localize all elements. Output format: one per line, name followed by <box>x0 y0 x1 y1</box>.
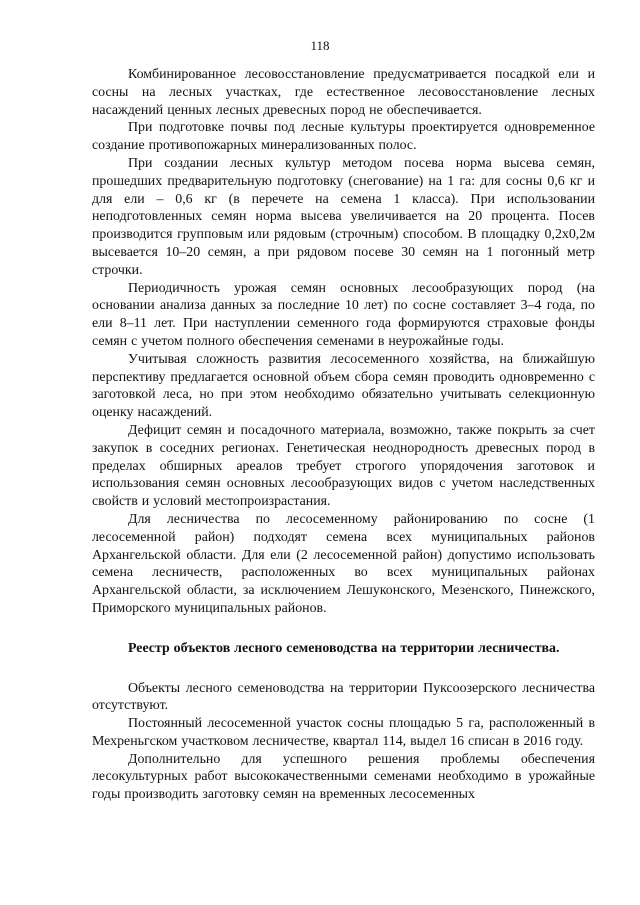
paragraph-seeding-rate: При создании лесных культур методом посева норма высева семян, прошедших предварительную подготовку (снегование) на 1 га: для сосны 0,6 кг и для ели – 0,6 кг (в перечете на семена 1 класса). При использовании неподготовленных семян норма высева увеличивается на 20 процента. Посев производится групповым или рядовым (строчным) способом. В площадку 0,2х0,2м высевается 10–20 семян, а при рядовом посеве 30 семян на 1 погонный метр строчки. <box>92 155 595 278</box>
section-heading: Реестр объектов лесного семеноводства на территории лесничества. <box>128 640 560 656</box>
paragraph-seed-plot: Постоянный лесосеменной участок сосны площадью 5 га, расположенный в Мехреньгском участковом лесничестве, квартал 114, выдел 16 списан в 2016 году. <box>92 716 595 749</box>
paragraph-harvest-periodicity: Периодичность урожая семян основных лесообразующих пород (на основании анализа данных за последние 10 лет) по сосне составляет 3–4 года, по ели 8–11 лет. При наступлении семенного года формируются страховые фонды семян с учетом полного обеспечения семенами в неурожайные годы. <box>92 280 595 349</box>
paragraph-seed-deficit: Дефицит семян и посадочного материала, возможно, также покрыть за счет закупок в соседних регионах. Генетическая неоднородность древесных пород в пределах обширных ареалов требует строгого упорядочения заготовок и использования семян основных лесообразующих видов с учетом наследственных свойств и условий местопроизрастания. <box>92 422 595 510</box>
paragraph-no-objects: Объекты лесного семеноводства на территории Пуксоозерского лесничества отсутствуют. <box>92 680 595 714</box>
paragraph-combined-reforestation: Комбинированное лесовосстановление предусматривается посадкой ели и сосны на лесных участках, где естественное лесовосстановление лесных насаждений ценных лесных древесных пород не обеспечивается. <box>92 67 595 118</box>
paragraph-additional-harvest: Дополнительно для успешного решения проблемы обеспечения лесокультурных работ высококачественными семенами необходимо в урожайные годы производить заготовку семян на временных лесосеменных <box>92 751 595 803</box>
paragraph-seed-zoning: Для лесничества по лесосеменному районированию по сосне (1 лесосеменной район) подходят семена всех муниципальных районов Архангельской области. Для ели (2 лесосеменной район) допустимо использовать семена лесничеств, расположенных во всех муниципальных районах Архангельской области, за исключением Лешуконского, Мезенского, Пинежского, Приморского муниципальных районов. <box>92 511 595 616</box>
document-body <box>92 66 595 804</box>
paragraph-soil-preparation: При подготовке почвы под лесные культуры проектируется одновременное создание противопожарных минерализованных полос. <box>92 120 595 154</box>
page-number: 118 <box>310 38 330 53</box>
paragraph-seed-collection: Учитывая сложность развития лесосеменного хозяйства, на ближайшую перспективу предлагается основной объем сбора семян проводить одновременно с заготовкой леса, но при этом необходимо обязательно учитывать селекционную оценку насаждений. <box>92 351 595 421</box>
